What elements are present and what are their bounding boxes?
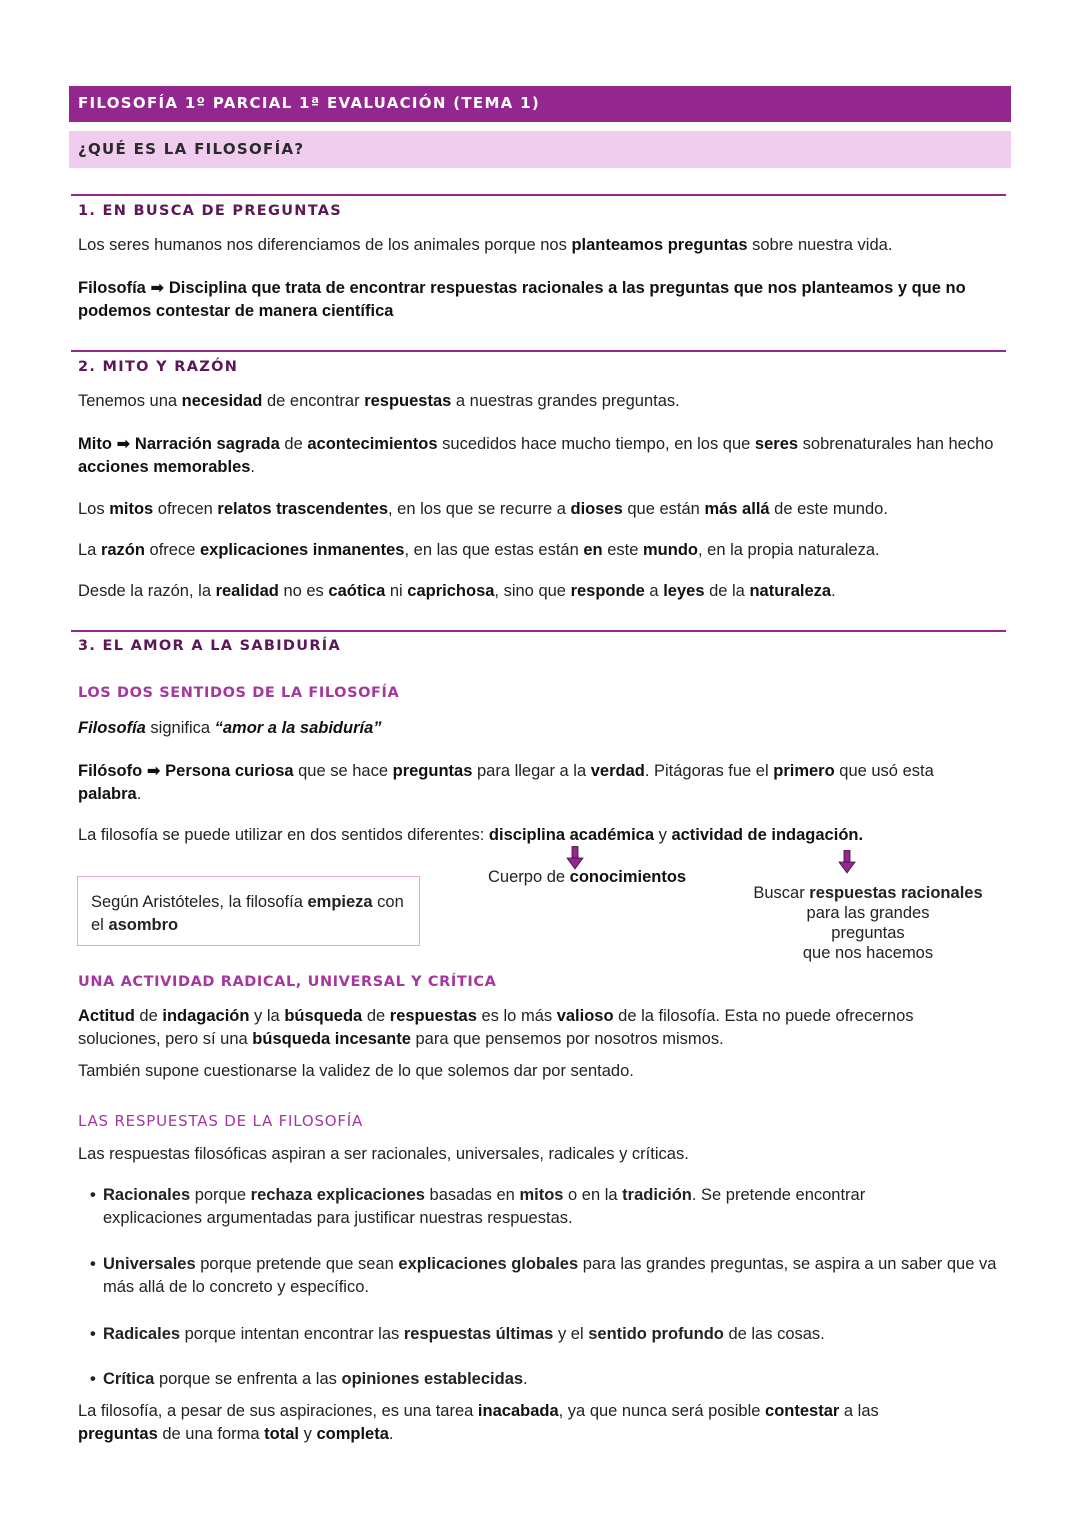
branch-right: Buscar respuestas racionales para las grandes preguntas que nos hacemos bbox=[753, 884, 983, 962]
branch-left: Cuerpo de conocimientos bbox=[488, 868, 687, 886]
bullet-icon: • bbox=[90, 1325, 96, 1343]
section-heading: 2. MITO Y RAZÓN bbox=[78, 359, 239, 375]
section-divider bbox=[71, 630, 1006, 632]
definition-paragraph: Mito ➡ Narración sagrada de acontecimientos sucedidos hace mucho tiempo, en los que seres sobrenaturales han hecho acciones memorables. bbox=[78, 435, 994, 476]
paragraph: Filosofía significa “amor a la sabiduría” bbox=[78, 719, 382, 737]
section-heading: 1. EN BUSCA DE PREGUNTAS bbox=[78, 203, 343, 219]
paragraph: Tenemos una necesidad de encontrar respuestas a nuestras grandes preguntas. bbox=[78, 392, 680, 410]
paragraph: Los seres humanos nos diferenciamos de los animales porque nos planteamos preguntas sobre nuestra vida. bbox=[78, 236, 893, 254]
section-divider bbox=[71, 194, 1006, 196]
paragraph: Las respuestas filosóficas aspiran a ser racionales, universales, radicales y críticas. bbox=[78, 1145, 689, 1163]
bullet-icon: • bbox=[90, 1255, 96, 1273]
paragraph: La filosofía, a pesar de sus aspiraciones, es una tarea inacabada, ya que nunca será posible contestar a las preguntas de una forma total y completa. bbox=[78, 1402, 879, 1443]
arrow-down-icon bbox=[838, 850, 856, 874]
paragraph: Actitud de indagación y la búsqueda de respuestas es lo más valioso de la filosofía. Esta no puede ofrecernos soluciones, pero sí una búsqueda incesante para que pensemos por nosotros mismos. bbox=[78, 1007, 914, 1048]
subsection-heading: LOS DOS SENTIDOS DE LA FILOSOFÍA bbox=[78, 685, 400, 701]
definition-paragraph: Filósofo ➡ Persona curiosa que se hace preguntas para llegar a la verdad. Pitágoras fue el primero que usó esta palabra. bbox=[78, 762, 934, 803]
document-subtitle: ¿QUÉ ES LA FILOSOFÍA? bbox=[78, 140, 305, 158]
title-banner bbox=[69, 86, 1011, 122]
section-heading: 3. EL AMOR A LA SABIDURÍA bbox=[78, 638, 342, 654]
section-divider bbox=[71, 350, 1006, 352]
subtitle-banner bbox=[69, 131, 1011, 168]
callout-box: Según Aristóteles, la filosofía empieza con el asombro bbox=[77, 876, 420, 946]
paragraph: La filosofía se puede utilizar en dos sentidos diferentes: disciplina académica y actividad de indagación. bbox=[78, 826, 864, 844]
bullet-icon: • bbox=[90, 1370, 96, 1388]
document-title: FILOSOFÍA 1º PARCIAL 1ª EVALUACIÓN (TEMA 1) bbox=[78, 94, 541, 112]
subsection-heading: UNA ACTIVIDAD RADICAL, UNIVERSAL Y CRÍTICA bbox=[78, 974, 497, 990]
paragraph: También supone cuestionarse la validez de lo que solemos dar por sentado. bbox=[78, 1062, 634, 1080]
subsection-heading: LAS RESPUESTAS DE LA FILOSOFÍA bbox=[78, 1112, 364, 1130]
definition-paragraph: Filosofía ➡ Disciplina que trata de encontrar respuestas racionales a las preguntas que nos planteamos y que no podemos contestar de manera científica bbox=[78, 279, 966, 320]
paragraph: La razón ofrece explicaciones inmanentes, en las que estas están en este mundo, en la propia naturaleza. bbox=[78, 541, 880, 559]
paragraph: Los mitos ofrecen relatos trascendentes, en los que se recurre a dioses que están más allá de este mundo. bbox=[78, 500, 888, 518]
bullet-icon: • bbox=[90, 1186, 96, 1204]
paragraph: Desde la razón, la realidad no es caótica ni caprichosa, sino que responde a leyes de la naturaleza. bbox=[78, 582, 836, 600]
